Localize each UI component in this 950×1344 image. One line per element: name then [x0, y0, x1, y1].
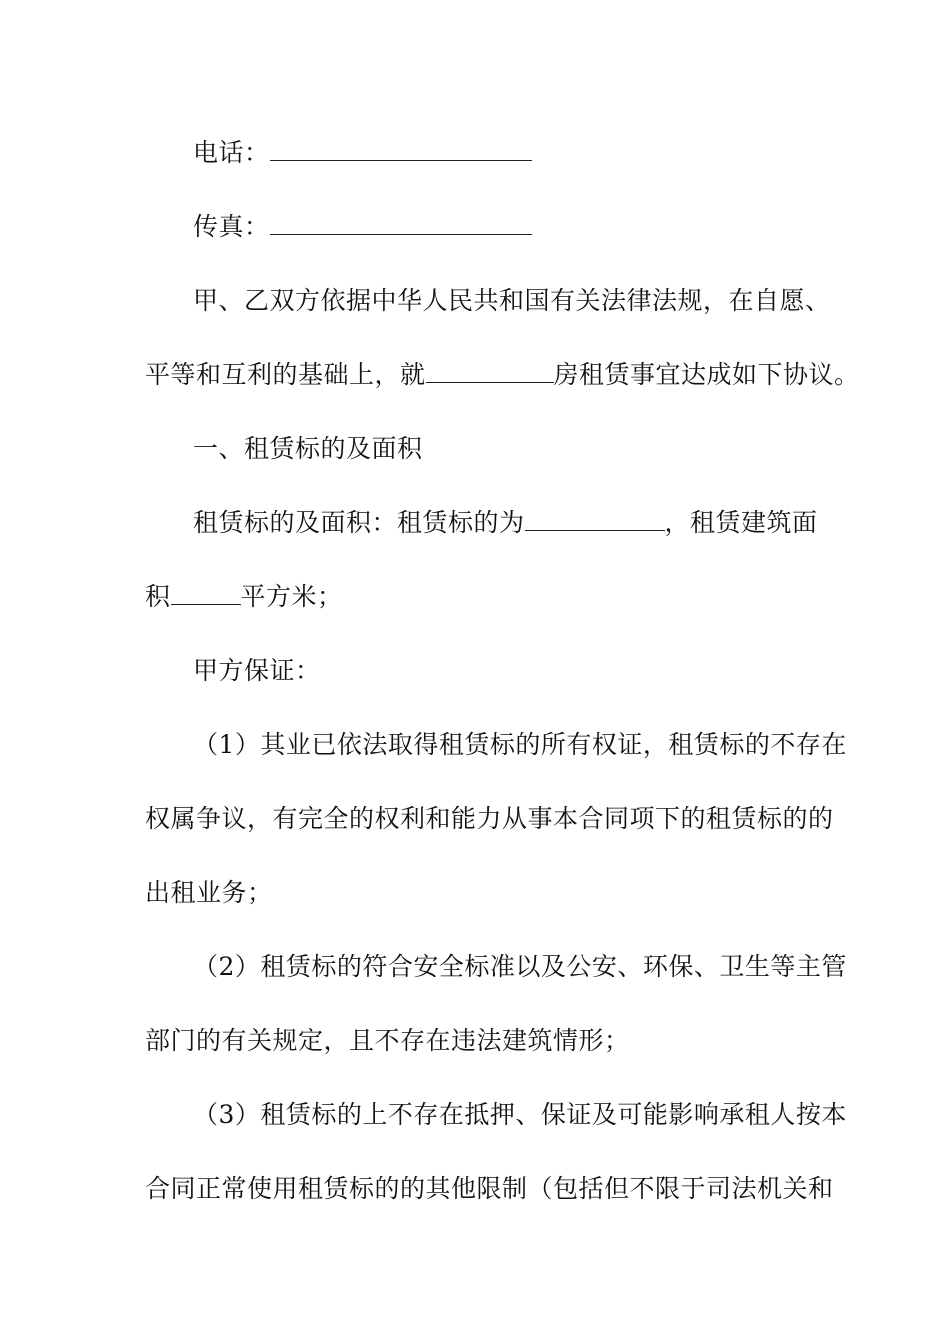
item2-line-1: （2）租赁标的符合安全标准以及公安、环保、卫生等主管 — [193, 952, 847, 981]
item2-line-2: 部门的有关规定，且不存在违法建筑情形； — [145, 1026, 630, 1055]
area-line-2 — [145, 582, 343, 612]
intro-line-2 — [145, 360, 860, 390]
phone-blank[interactable] — [270, 138, 532, 161]
intro-line-2-before: 平等和互利的基础上，就 — [145, 360, 426, 389]
area-line-2-before: 积 — [145, 582, 171, 611]
section1-heading: 一、租赁标的及面积 — [193, 434, 423, 463]
area-line-2-after: 平方米； — [240, 582, 343, 611]
item3-line-1: （3）租赁标的上不存在抵押、保证及可能影响承租人按本 — [193, 1100, 847, 1129]
area-line-1-before: 租赁标的及面积：租赁标的为 — [193, 508, 525, 537]
item1-line-2: 权属争议，有完全的权利和能力从事本合同项下的租赁标的的 — [145, 804, 834, 833]
fax-blank[interactable] — [270, 212, 532, 235]
area-blank[interactable] — [171, 582, 241, 605]
item1-line-1: （1）其业已依法取得租赁标的所有权证，租赁标的不存在 — [193, 730, 847, 759]
fax-label: 传真： — [193, 212, 270, 241]
phone-line — [193, 138, 532, 168]
property-blank[interactable] — [426, 360, 554, 383]
lease-target-blank[interactable] — [525, 508, 665, 531]
intro-line-2-after: 房租赁事宜达成如下协议。 — [553, 360, 860, 389]
guarantee-heading: 甲方保证： — [193, 656, 321, 685]
phone-label: 电话： — [193, 138, 270, 167]
item3-line-2: 合同正常使用租赁标的的其他限制（包括但不限于司法机关和 — [145, 1174, 834, 1203]
fax-line — [193, 212, 532, 242]
intro-line-1: 甲、乙双方依据中华人民共和国有关法律法规，在自愿、 — [193, 286, 831, 315]
item1-line-3: 出租业务； — [145, 878, 273, 907]
area-line-1-after: ，租赁建筑面 — [664, 508, 818, 537]
area-line-1 — [193, 508, 818, 538]
